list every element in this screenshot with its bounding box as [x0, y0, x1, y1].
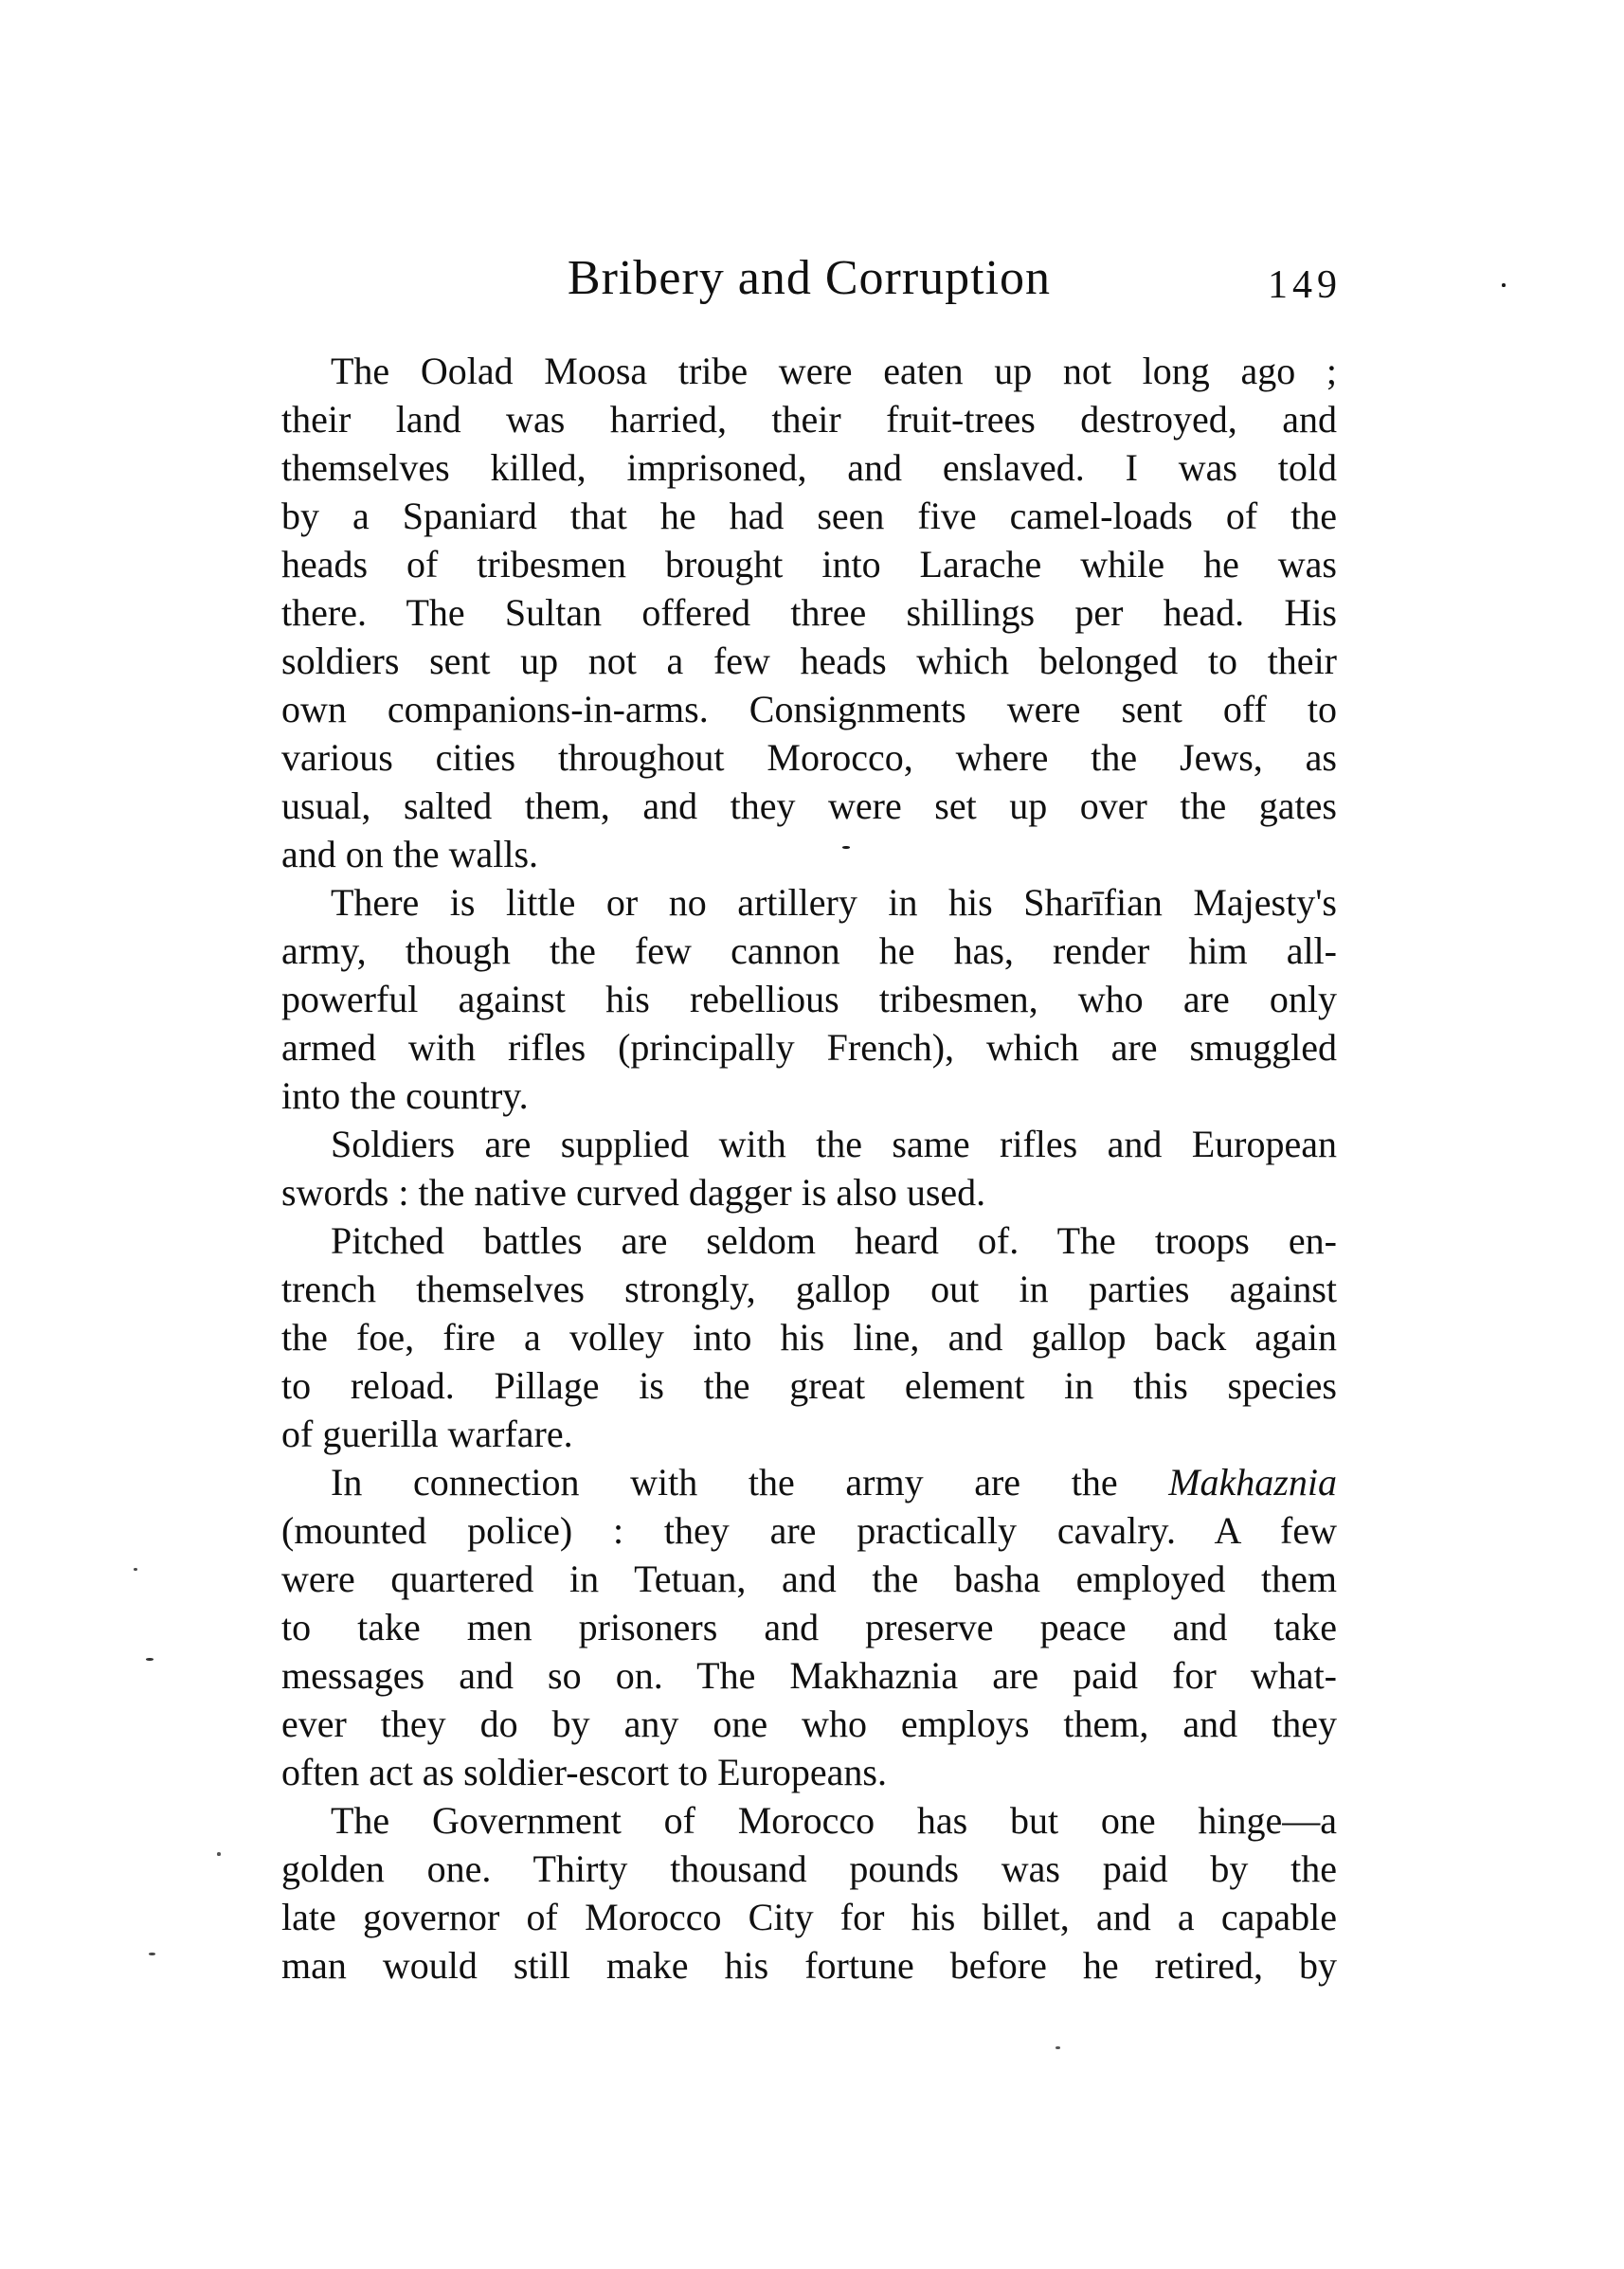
text-line: There is little or no artillery in his Sharīfian Majesty's [331, 881, 1337, 924]
text-line: The Government of Morocco has but one hinge—a [331, 1799, 1337, 1842]
text-line: heads of tribesmen brought into Larache while he was [281, 543, 1337, 585]
scan-speck [146, 1658, 153, 1661]
text-line: swords : the native curved dagger is also used. [281, 1171, 986, 1214]
text-line: into the country. [281, 1074, 529, 1117]
text-line: there. The Sultan offered three shillings per head. His [281, 591, 1337, 634]
text-line: powerful against his rebellious tribesmen, who are only [281, 978, 1337, 1020]
text-line: various cities throughout Morocco, where the Jews, as [281, 736, 1337, 779]
scan-speck [217, 1852, 221, 1856]
text-line: late governor of Morocco City for his billet, and a capable [281, 1896, 1337, 1938]
text-line: were quartered in Tetuan, and the basha employed them [281, 1558, 1337, 1600]
scan-speck [1056, 2046, 1060, 2049]
text-line: messages and so on. The Makhaznia are paid for what- [281, 1654, 1337, 1697]
text-line: Pitched battles are seldom heard of. The troops en- [331, 1219, 1337, 1262]
running-header [281, 0, 1342, 341]
text-line: In connection with the army are the Makhaznia [331, 1461, 1337, 1504]
scan-speck [134, 1568, 137, 1571]
text-line: usual, salted them, and they were set up over the gates [281, 784, 1337, 827]
text-line: to reload. Pillage is the great element in this species [281, 1364, 1337, 1407]
text-line: by a Spaniard that he had seen five camel-loads of the [281, 495, 1337, 537]
text-line: and on the walls. [281, 833, 539, 875]
text-line: (mounted police) : they are practically cavalry. A few [281, 1509, 1337, 1552]
text-line: their land was harried, their fruit-trees destroyed, and [281, 398, 1337, 441]
text-line: soldiers sent up not a few heads which belonged to their [281, 639, 1337, 682]
text-line: trench themselves strongly, gallop out in parties against [281, 1268, 1337, 1310]
text-line: themselves killed, imprisoned, and enslaved. I was told [281, 446, 1337, 489]
text-line: The Oolad Moosa tribe were eaten up not long ago ; [331, 350, 1337, 392]
text-line: the foe, fire a volley into his line, and gallop back again [281, 1316, 1337, 1359]
text-line: to take men prisoners and preserve peace and take [281, 1606, 1337, 1648]
text-line: own companions-in-arms. Consignments were sent off to [281, 688, 1337, 730]
text-line: man would still make his fortune before he retired, by [281, 1944, 1337, 1987]
text-line: armed with rifles (principally French), which are smuggled [281, 1026, 1337, 1069]
text-line: golden one. Thirty thousand pounds was paid by the [281, 1847, 1337, 1890]
text-line: of guerilla warfare. [281, 1413, 573, 1455]
scan-speck [842, 846, 850, 849]
text-line: often act as soldier-escort to Europeans. [281, 1751, 887, 1793]
body-text [281, 347, 1337, 1990]
page-number: 149 [1268, 263, 1342, 307]
scan-speck [1502, 283, 1506, 287]
text-line: Soldiers are supplied with the same rifles and European [331, 1123, 1337, 1165]
page-title: Bribery and Corruption [567, 251, 1052, 305]
scan-speck [149, 1953, 155, 1955]
text-line: ever they do by any one who employs them, and they [281, 1702, 1337, 1745]
text-line: army, though the few cannon he has, render him all- [281, 929, 1337, 972]
